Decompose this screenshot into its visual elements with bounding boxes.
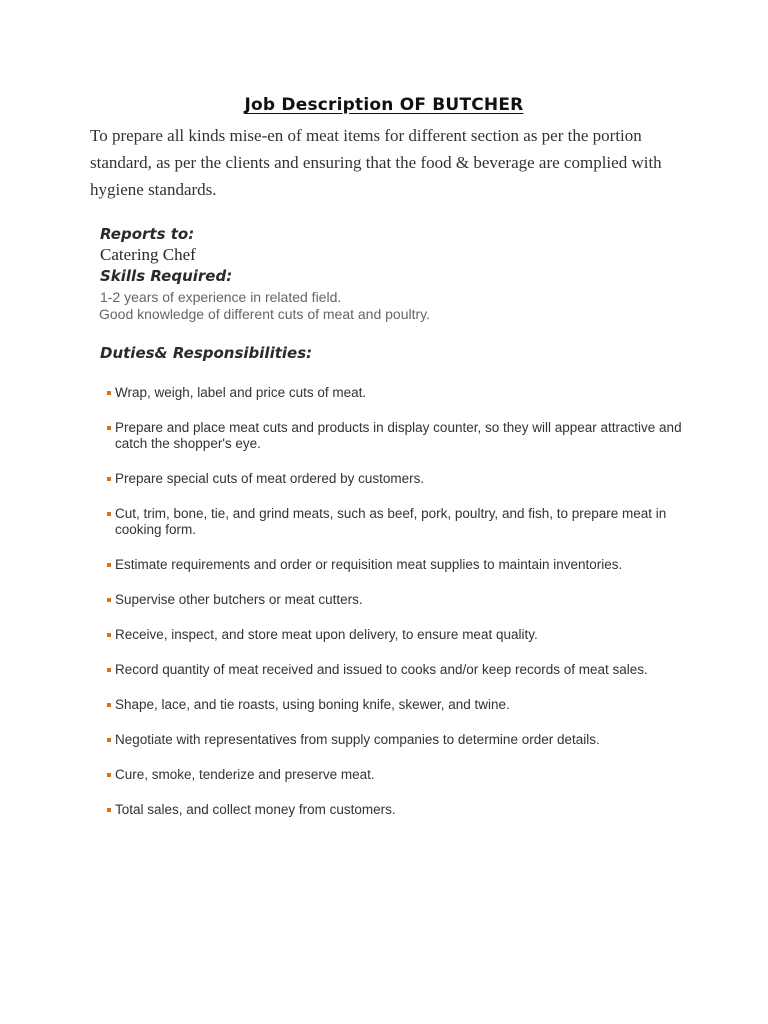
bullet-icon [107,703,111,707]
reports-to-value: Catering Chef [100,245,196,264]
duty-text: Prepare special cuts of meat ordered by customers. [115,471,425,486]
duties-label: Duties& Responsibilities: [100,344,313,362]
duty-text: Record quantity of meat received and issued to cooks and/or keep records of meat sales. [115,662,648,677]
skill-item: 1-2 years of experience in related field. [100,289,342,305]
duty-item [107,627,687,643]
duty-text: Cut, trim, bone, tie, and grind meats, such as beef, pork, poultry, and fish, to prepare meat in cooking form. [115,506,667,537]
bullet-icon [107,773,111,777]
duty-item [107,557,687,573]
duty-text: Receive, inspect, and store meat upon delivery, to ensure meat quality. [115,627,538,642]
duty-text: Cure, smoke, tenderize and preserve meat. [115,767,375,782]
bullet-icon [107,633,111,637]
bullet-icon [107,738,111,742]
skill-item: Good knowledge of different cuts of meat and poultry. [99,306,431,322]
bullet-icon [107,808,111,812]
duty-item [107,420,687,452]
intro-paragraph: To prepare all kinds mise-en of meat items for different section as per the portion standard, as per the clients and ensuring that the food & beverage are complied with hygiene standards. [90,126,662,199]
bullet-icon [107,477,111,481]
duty-text: Wrap, weigh, label and price cuts of meat. [115,385,367,400]
bullet-icon [107,563,111,567]
duty-text: Shape, lace, and tie roasts, using boning knife, skewer, and twine. [115,697,510,712]
duty-item [107,471,687,487]
duty-item [107,697,687,713]
duty-item [107,802,687,818]
document-title: Job Description OF BUTCHER [244,95,524,115]
bullet-icon [107,426,111,430]
duties-list [107,385,687,837]
duty-item [107,732,687,748]
reports-to-label: Reports to: [100,225,195,243]
duty-text: Prepare and place meat cuts and products in display counter, so they will appear attractive and catch the shopper's eye. [115,420,682,451]
duty-item [107,592,687,608]
bullet-icon [107,598,111,602]
duty-item [107,767,687,783]
bullet-icon [107,391,111,395]
bullet-icon [107,668,111,672]
duty-item [107,385,687,401]
duty-item [107,506,687,538]
bullet-icon [107,512,111,516]
duty-item [107,662,687,678]
duty-text: Supervise other butchers or meat cutters. [115,592,363,607]
duty-text: Estimate requirements and order or requisition meat supplies to maintain inventories. [115,557,623,572]
duty-text: Total sales, and collect money from customers. [115,802,396,817]
duty-text: Negotiate with representatives from supply companies to determine order details. [115,732,600,747]
skills-required-label: Skills Required: [100,267,233,285]
